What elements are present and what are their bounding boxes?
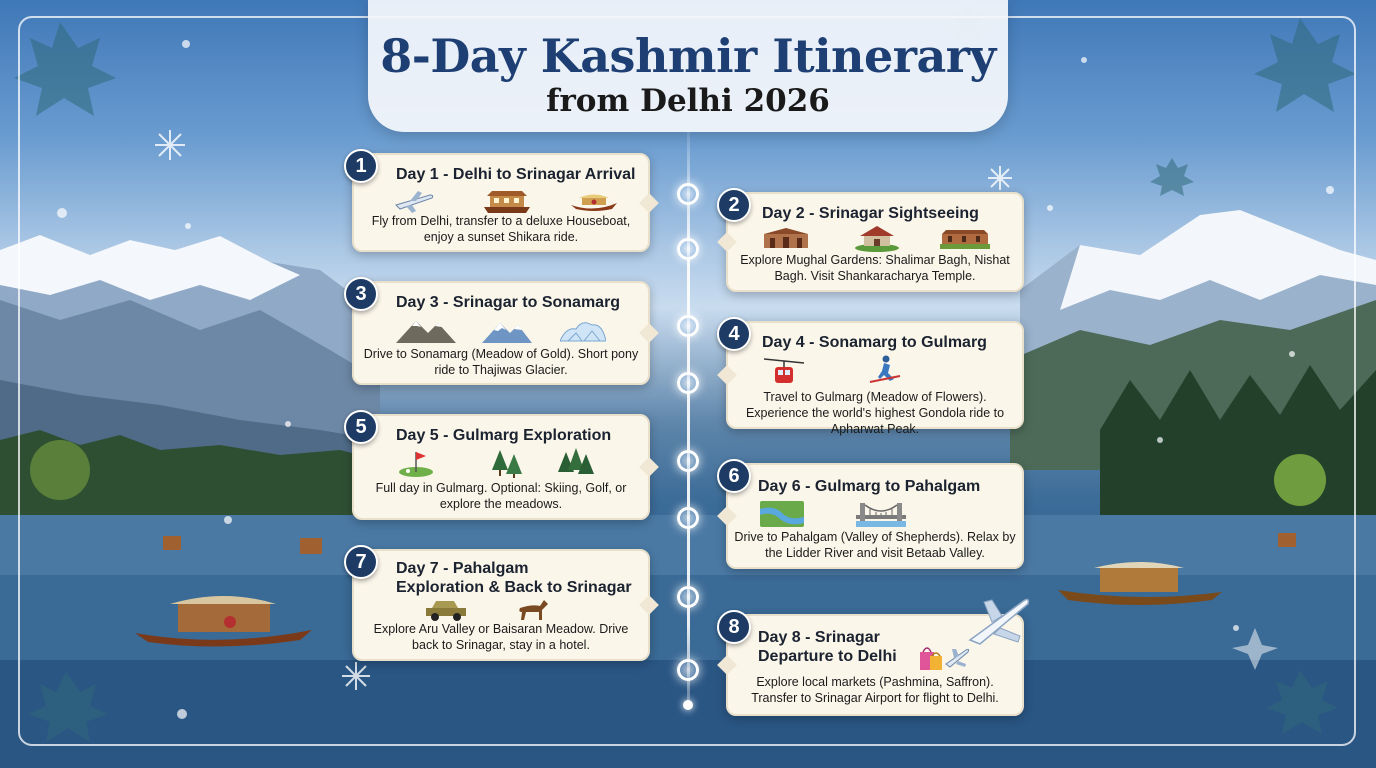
day-badge: 1 — [344, 149, 378, 183]
day-badge: 2 — [717, 188, 751, 222]
day-title-line1: Day 7 - Pahalgam — [396, 560, 529, 577]
snow-peak-icon — [482, 317, 532, 343]
day-card-5[interactable] — [352, 414, 650, 520]
day-description: Full day in Gulmarg. Optional: Skiing, Golf, or explore the meadows. — [375, 481, 627, 511]
temple-icon — [854, 224, 900, 252]
glacier-icon — [560, 319, 606, 343]
day-title: Day 5 - Gulmarg Exploration — [396, 427, 612, 444]
timeline-line — [687, 132, 690, 710]
shopping-bags-icon — [918, 644, 944, 672]
bridge-icon — [856, 501, 906, 527]
mountains-icon — [396, 317, 456, 343]
day-card-7[interactable] — [352, 549, 650, 661]
timeline-node — [677, 450, 699, 472]
day-card-1[interactable] — [352, 153, 650, 252]
day-badge: 7 — [344, 545, 378, 579]
day-title-line1: Day 8 - Srinagar — [758, 629, 880, 646]
day-description: Explore Mughal Gardens: Shalimar Bagh, Nishat Bagh. Visit Shankaracharya Temple. — [740, 253, 1010, 283]
garden-gate-icon — [762, 226, 810, 250]
day-description: Drive to Sonamarg (Meadow of Gold). Short pony ride to Thajiwas Glacier. — [363, 347, 639, 377]
forest-icon — [558, 448, 594, 478]
timeline-node — [677, 372, 699, 394]
airplane-icon — [966, 596, 1032, 651]
garden-icon — [940, 228, 990, 250]
day-title-line2: Departure to Delhi — [758, 648, 897, 665]
day-badge: 6 — [717, 459, 751, 493]
river-icon — [760, 501, 804, 527]
page-subtitle: from Delhi 2026 — [546, 83, 830, 119]
day-card-6[interactable] — [726, 463, 1024, 569]
day-title: Day 3 - Srinagar to Sonamarg — [396, 294, 621, 311]
page-title: 8-Day Kashmir Itinerary — [380, 29, 996, 83]
day-badge: 5 — [344, 410, 378, 444]
day-badge: 8 — [717, 610, 751, 644]
day-description: Explore Aru Valley or Baisaran Meadow. Drive back to Srinagar, stay in a hotel. — [373, 622, 629, 652]
timeline-node — [677, 659, 699, 681]
title-panel — [368, 0, 1008, 132]
jeep-icon — [424, 600, 468, 622]
gondola-icon — [764, 355, 804, 387]
day-card-2[interactable] — [726, 192, 1024, 292]
golf-icon — [398, 450, 434, 478]
shikara-icon — [570, 191, 618, 213]
day-title: Day 4 - Sonamarg to Gulmarg — [762, 334, 987, 351]
day-title: Day 1 - Delhi to Srinagar Arrival — [396, 166, 636, 183]
day-title: Day 2 - Srinagar Sightseeing — [762, 205, 979, 222]
horse-icon — [514, 598, 550, 622]
day-description: Fly from Delhi, transfer to a deluxe Houseboat, enjoy a sunset Shikara ride. — [371, 214, 631, 244]
day-description: Travel to Gulmarg (Meadow of Flowers). Experience the world's highest Gondola ride to Apharwat Peak. — [745, 390, 1005, 436]
timeline-node — [677, 507, 699, 529]
skier-icon — [868, 355, 902, 385]
timeline-node — [677, 238, 699, 260]
day-badge: 4 — [717, 317, 751, 351]
day-title: Day 6 - Gulmarg to Pahalgam — [758, 478, 981, 495]
day-badge: 3 — [344, 277, 378, 311]
day-card-4[interactable] — [726, 321, 1024, 436]
timeline-node — [677, 586, 699, 608]
day-description: Explore local markets (Pashmina, Saffron). Transfer to Srinagar Airport for flight to Delhi. — [751, 675, 999, 705]
houseboat-icon — [482, 189, 532, 215]
day-description: Drive to Pahalgam (Valley of Shepherds). Relax by the Lidder River and visit Betaab Valley. — [734, 530, 1016, 560]
timeline-node — [677, 315, 699, 337]
airplane-icon — [394, 189, 434, 215]
timeline-end-dot — [683, 700, 693, 710]
day-title-line2: Exploration & Back to Srinagar — [396, 579, 632, 596]
day-card-3[interactable] — [352, 281, 650, 385]
pine-trees-icon — [490, 448, 526, 478]
timeline-node — [677, 183, 699, 205]
